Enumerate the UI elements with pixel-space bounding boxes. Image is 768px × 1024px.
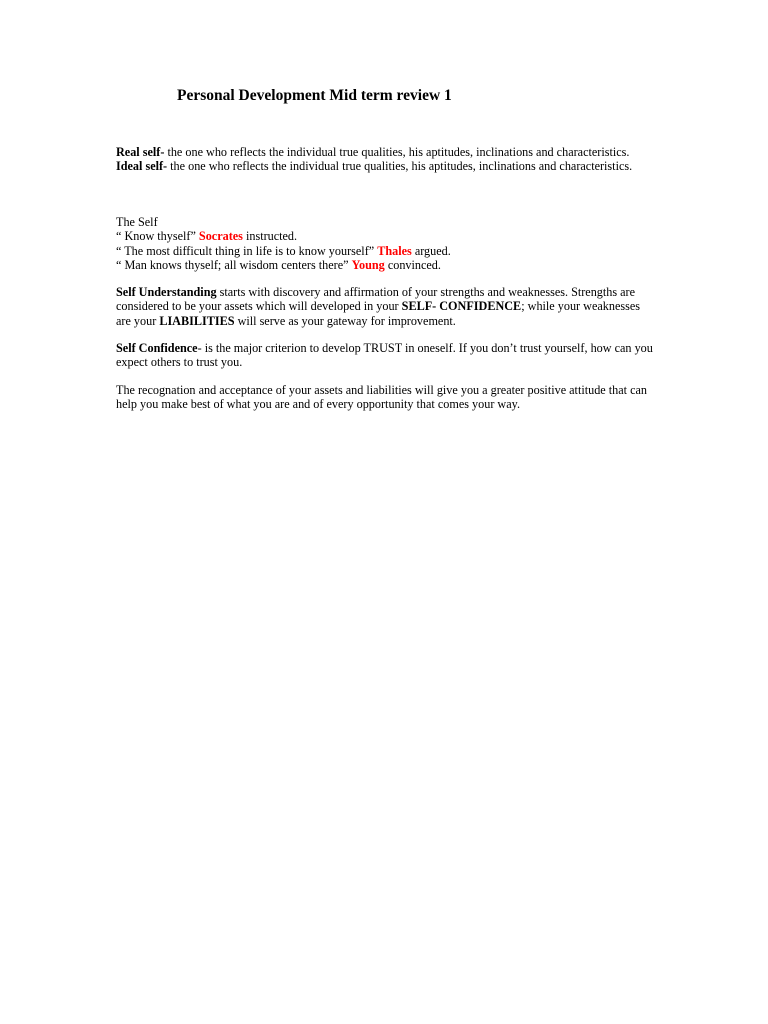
self-confidence-text: - is the major criterion to develop TRUST in oneself. If you don’t trust yourself, how can you expect others to trust you.	[116, 341, 653, 370]
quote-verb: argued.	[411, 243, 451, 258]
quote-text: “ Man knows thyself; all wisdom centers there”	[116, 258, 352, 273]
self-understanding-term: Self Understanding	[116, 285, 217, 299]
page-title: Personal Development Mid term review 1	[177, 87, 452, 104]
self-understanding-text: ; while your weaknesses are your	[116, 299, 641, 328]
self-heading: The Self	[116, 215, 158, 229]
self-understanding-paragraph	[116, 285, 656, 328]
recognition-paragraph	[116, 383, 656, 412]
ideal-self-term: Ideal self-	[116, 159, 168, 174]
self-understanding-text: starts with discovery and affirmation of your strengths and weaknesses. Strengths are considered to be your assets which will developed in your	[116, 285, 636, 314]
self-understanding-text: will serve as your gateway for improvement.	[234, 313, 456, 328]
definitions-block	[116, 145, 656, 174]
self-confidence-term: Self Confidence	[116, 341, 198, 355]
quote-verb: convinced.	[384, 258, 441, 273]
quote-verb: instructed.	[242, 229, 298, 244]
ideal-self-text: the one who reflects the individual true qualities, his aptitudes, inclinations and characteristics.	[167, 159, 633, 174]
quote-text: “ Know thyself”	[116, 229, 199, 244]
quote-text: “ The most difficult thing in life is to know yourself”	[116, 243, 378, 258]
quote-author: Thales	[377, 243, 412, 258]
quote-line	[116, 229, 656, 243]
quote-line	[116, 258, 656, 272]
quote-author: Socrates	[198, 229, 243, 244]
self-section	[116, 215, 656, 273]
quote-line	[116, 244, 656, 258]
self-confidence-emphasis: SELF- CONFIDENCE	[401, 299, 522, 314]
liabilities-emphasis: LIABILITIES	[159, 313, 235, 328]
recognition-text: The recognation and acceptance of your assets and liabilities will give you a greater positive attitude that can help you make best of what you are and of every opportunity that comes your way.	[116, 383, 647, 412]
quote-author: Young	[351, 258, 385, 273]
real-self-text: the one who reflects the individual true qualities, his aptitudes, inclinations and characteristics.	[164, 145, 630, 159]
real-self-definition	[116, 145, 656, 159]
ideal-self-definition	[116, 159, 656, 173]
real-self-term: Real self-	[116, 145, 165, 159]
self-confidence-paragraph	[116, 341, 656, 370]
